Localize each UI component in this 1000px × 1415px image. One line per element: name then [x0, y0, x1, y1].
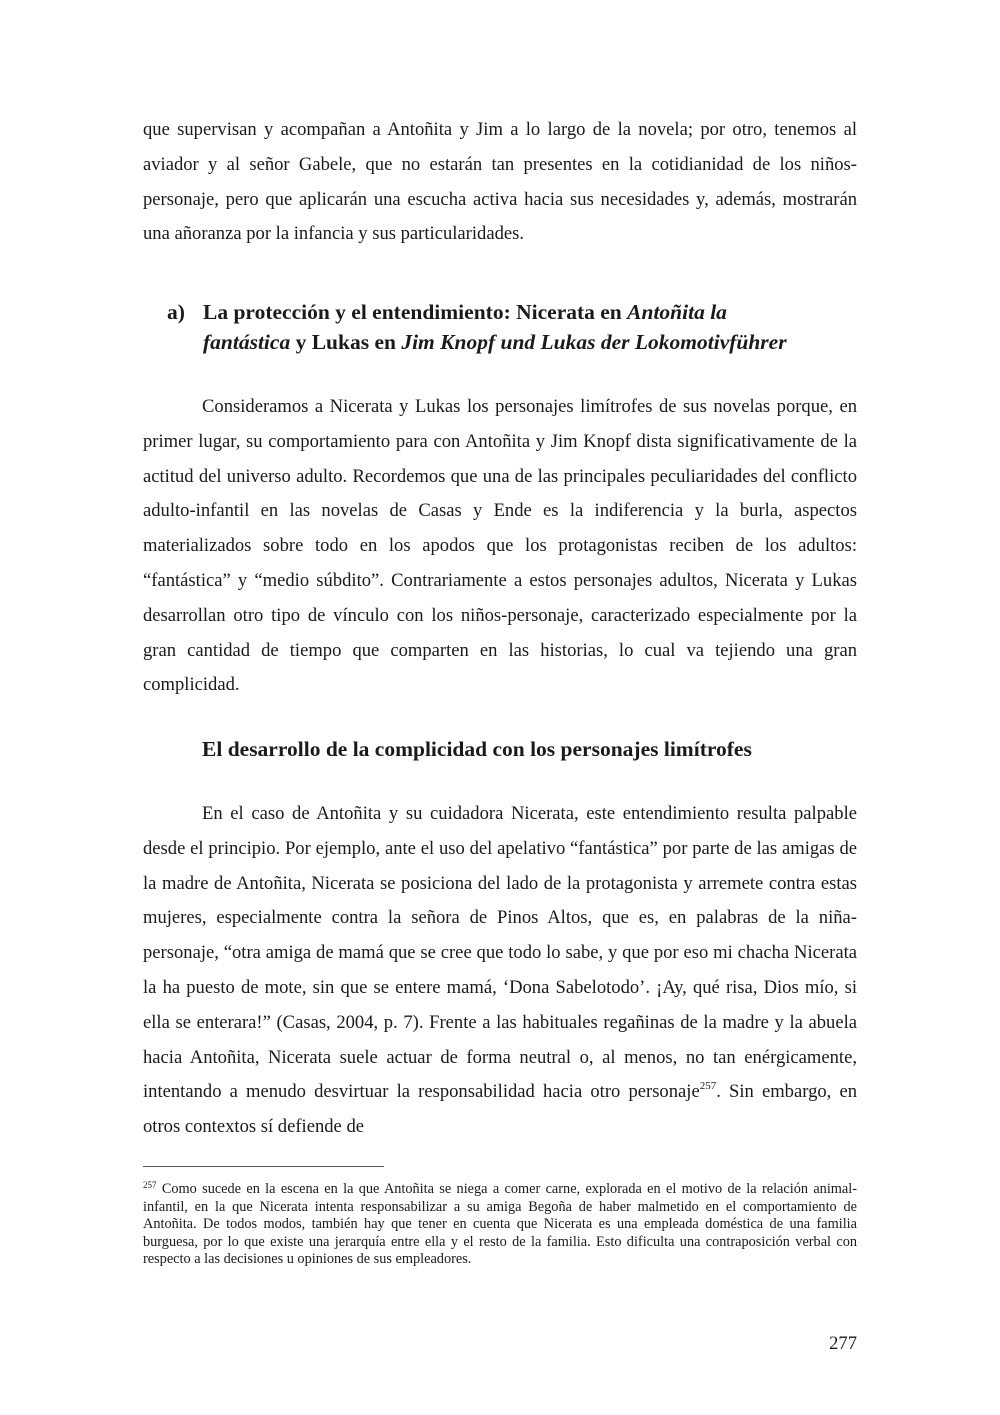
heading-a-italic-title-2: fantástica — [203, 330, 291, 354]
footnote-separator — [143, 1166, 384, 1167]
footnote-text: Como sucede en la escena en la que Antoñita se niega a comer carne, explorada en el motivo de la relación animal-infantil, en la que Nicerata intenta responsabilizar a su amiga Begoña de haber malmetido en el comportamiento de Antoñita. De todos modos, también hay que tener en cuenta que Nicerata es una empleada doméstica de una familia burguesa, por lo que existe una jerarquía entre ella y el resto de la familia. Esto dificulta una contraposición verbal con respecto a las decisiones u opiniones de sus empleadores. — [143, 1181, 857, 1268]
paragraph-third-tail: . Sin embargo, en otros contextos sí defiende de — [143, 1081, 858, 1138]
paragraph-intro: que supervisan y acompañan a Antoñita y Jim a lo largo de la novela; por otro, tenemos al aviador y al señor Gabele, que no estarán tan presentes en la cotidianidad de los niños-personaje, pero que aplicarán una escucha activa hacia sus necesidades y, además, mostrarán una añoranza por la infancia y sus particularidades. — [143, 119, 857, 245]
footnote-reference[interactable]: 257 — [699, 1080, 717, 1093]
document-page — [143, 0, 857, 1415]
section-marker: a) — [167, 300, 185, 324]
heading-a-text-1: La protección y el entendimiento: Nicerata en — [203, 300, 628, 324]
page-number: 277 — [829, 1333, 857, 1354]
paragraph-second: Consideramos a Nicerata y Lukas los personajes limítrofes de sus novelas porque, en primer lugar, su comportamiento para con Antoñita y Jim Knopf dista significativamente de la actitud del universo adulto. Recordemos que una de las principales peculiaridades del conflicto adulto-infantil en las novelas de Casas y Ende es la indiferencia y la burla, aspectos materializados sobre todo en los apodos que los protagonistas reciben de los adultos: “fantástica” y “medio súbdito”. Contrariamente a estos personajes adultos, Nicerata y Lukas desarrollan otro tipo de vínculo con los niños-personaje, caracterizado especialmente por la gran cantidad de tiempo que comparten en las historias, lo cual va tejiendo una gran complicidad. — [143, 396, 857, 696]
footnote — [143, 1181, 857, 1269]
section-heading-a — [167, 297, 857, 357]
paragraph-third — [143, 797, 857, 1145]
heading-a-italic-title-3: Jim Knopf und Lukas der Lokomotivführer — [401, 330, 787, 354]
heading-a-italic-title-1: Antoñita la — [627, 300, 727, 324]
heading-a-line-2 — [167, 327, 857, 357]
paragraph-third-text: En el caso de Antoñita y su cuidadora Nicerata, este entendimiento resulta palpable desde el principio. Por ejemplo, ante el uso del apelativo “fantástica” por parte de las amigas de la madre de Antoñita, Nicerata se posiciona del lado de la protagonista y arremete contra estas mujeres, especialmente contra la señora de Pinos Altos, que es, en palabras de la niña-personaje, “otra amiga de mamá que se cree que todo lo sabe, y que por eso mi chacha Nicerata la ha puesto de mote, sin que se entere mamá, ‘Dona Sabelotodo’. ¡Ay, qué risa, Dios mío, si ella se enterara!” (Casas, 2004, p. 7). Frente a las habituales regañinas de la madre y la abuela hacia Antoñita, Nicerata suele actuar de forma neutral o, al menos, no tan enérgicamente, intentando a menudo desvirtuar la responsabilidad hacia otro personaje — [143, 803, 857, 1103]
heading-a-text-2: y Lukas en — [290, 330, 402, 354]
footnote-number: 257 — [143, 1180, 157, 1190]
subsection-heading: El desarrollo de la complicidad con los personajes limítrofes — [202, 737, 752, 761]
